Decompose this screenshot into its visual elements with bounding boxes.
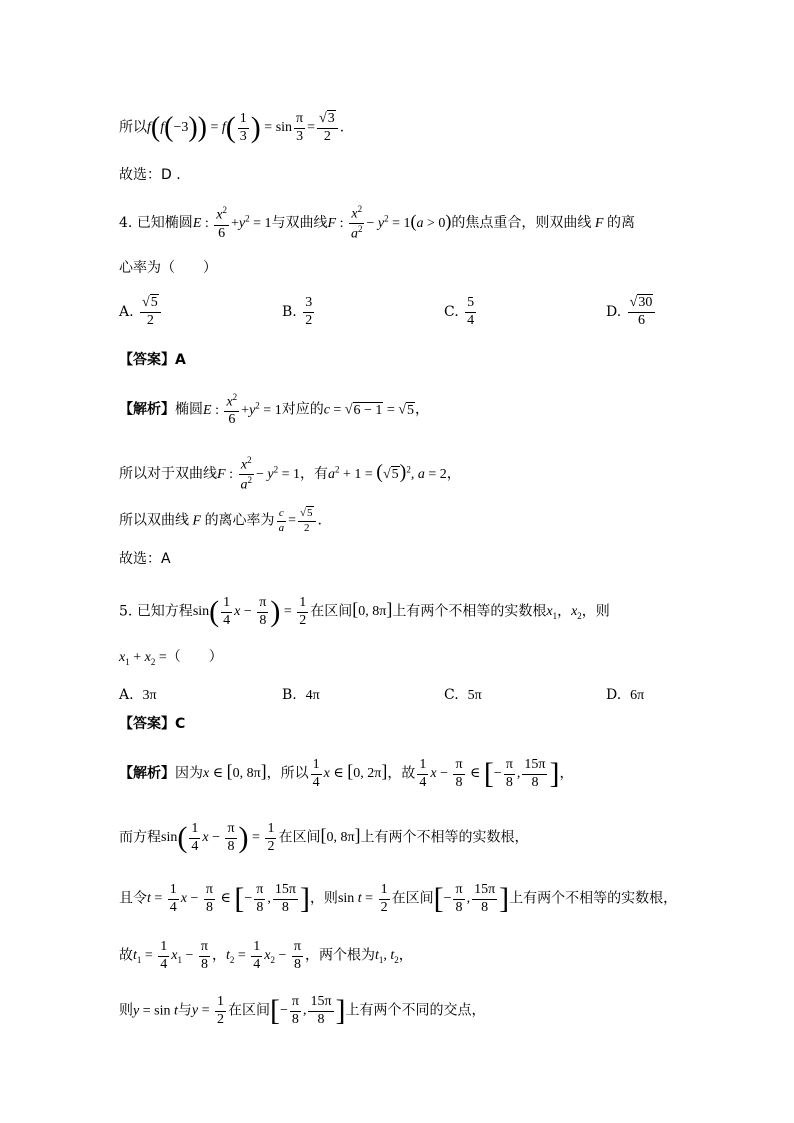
formula: $x_1 + x_2$ =: [119, 650, 167, 667]
text: 上有两个不同的交点，: [345, 1002, 486, 1019]
option-value: 4π: [305, 688, 320, 703]
q5-option-b: [282, 687, 320, 704]
formula: $\frac{√30}{6}$: [628, 296, 656, 328]
text: 已知方程: [136, 603, 193, 620]
q5-analysis-line5: [119, 995, 486, 1027]
q5-analysis-line1: [119, 758, 573, 790]
text: 在区间: [310, 603, 353, 620]
q4-option-a: [119, 296, 163, 328]
formula: $\frac{√5}{2}$: [140, 296, 161, 328]
formula: $\frac{3}{2}$: [305, 295, 313, 328]
analysis-label: 【解析】: [119, 765, 175, 782]
q5-answer: 【答案】C: [119, 716, 186, 732]
text: 而方程: [119, 829, 161, 846]
text: 所以双曲线: [119, 512, 189, 529]
question-number: 5.: [119, 603, 133, 620]
q4-option-c: [444, 296, 478, 328]
formula: sin t = $\frac{1}{2}$: [337, 882, 388, 915]
text: ，: [559, 765, 574, 782]
formula: $\frac{c}{a}$ = $\frac{√5}{2}$: [275, 513, 318, 528]
q5-analysis-line3: [119, 883, 677, 915]
text: ，则: [581, 603, 610, 620]
formula: F : $\frac{x^2}{a^2}$ − $y^2 = 1(a > 0)$: [327, 204, 452, 242]
text: 在区间: [391, 890, 434, 907]
text: .: [317, 512, 322, 529]
option-label: D.: [606, 687, 622, 703]
analysis-label: 【解析】: [119, 401, 175, 418]
text: 已知椭圆: [136, 215, 193, 232]
formula: $x_1$: [546, 604, 558, 622]
formula: [− $\frac{\pi}{8}$ , $\frac{15\pi}{8}$ ]: [269, 994, 346, 1028]
formula: x ∈ [0, 8π]: [203, 761, 267, 782]
text: ，: [212, 947, 226, 964]
option-value: 6π: [630, 688, 645, 703]
text: 椭圆: [175, 401, 203, 418]
text: ，所以: [266, 765, 309, 782]
formula: f(f(−3)) = f( $\frac{1}{3}$ ) = sin $\frac{\pi}{3}$ = $\frac{√3}{2}$: [147, 120, 340, 135]
option-value: 5π: [467, 688, 482, 703]
formula: [0, 8π]: [320, 825, 361, 846]
formula: [0, 8π]: [352, 599, 393, 620]
q4-analysis-line3: [119, 508, 322, 534]
option-label: A.: [119, 304, 134, 321]
text: ，: [446, 466, 461, 483]
text: ，则: [309, 890, 338, 907]
text: ，: [398, 947, 413, 964]
text: 与: [177, 1002, 192, 1019]
formula: c = √6 − 1 = √5: [323, 402, 415, 418]
formula: E : $\frac{x^2}{6}$ $+y^2 = 1$: [203, 392, 282, 428]
text: 则: [119, 1002, 133, 1019]
text: 的离: [606, 215, 635, 232]
formula: $\frac{1}{4}$ x ∈ [0, 2π]: [312, 757, 388, 790]
option-label: A.: [119, 687, 134, 703]
formula: $\frac{1}{4}$ x − $\frac{\pi}{8}$ ∈ [− $\frac{\pi}{8}$ , $\frac{15\pi}{8}$ ]: [419, 757, 560, 791]
q4-choose: 故选：A: [119, 551, 171, 567]
q5-option-c: [444, 687, 482, 704]
text: 所以: [119, 119, 147, 136]
q5-analysis-line4: [119, 940, 413, 972]
text: 上有两个不相等的实数根: [392, 603, 547, 620]
q5-analysis-line2: [119, 822, 529, 854]
text: .: [339, 119, 345, 136]
text: 且令: [119, 890, 147, 907]
formula: sin( $\frac{1}{4}$ x − $\frac{\pi}{8}$ ) = $\frac{1}{2}$: [161, 821, 275, 855]
text: 在区间: [227, 1002, 270, 1019]
option-value: 3π: [142, 688, 157, 703]
formula: $x_2$: [571, 604, 582, 622]
q4-analysis-line2: [119, 456, 461, 494]
q5-option-a: [119, 687, 157, 704]
formula: y = sin t: [133, 1003, 178, 1019]
text: ，: [415, 401, 430, 418]
text: ，两个根为: [305, 947, 375, 964]
q5-stem-line2: [119, 650, 223, 667]
q4-option-b: [282, 296, 316, 328]
q4-answer: 【答案】A: [119, 352, 186, 368]
formula: $t_1$ = $\frac{1}{4}$ $x_1$ − $\frac{\pi}{8}$: [133, 939, 208, 972]
text: 的离心率为: [204, 512, 275, 529]
option-label: B.: [282, 687, 297, 703]
q4-stem-line1: [119, 205, 635, 243]
line-conclusion-1: [119, 112, 344, 144]
text: 上有两个不相等的实数根，: [360, 829, 529, 846]
line-choose-d: 故选：D .: [119, 167, 181, 183]
q4-analysis-line1: [119, 393, 429, 428]
formula: $t_2$ = $\frac{1}{4}$ $x_2$ − $\frac{\pi}{8}$: [226, 939, 301, 972]
formula: [− $\frac{\pi}{8}$ , $\frac{15\pi}{8}$ ]: [433, 882, 510, 916]
text: 所以对于双曲线: [119, 466, 217, 483]
text: 因为: [175, 765, 203, 782]
text: 故: [119, 947, 133, 964]
text: 与双曲线: [271, 215, 328, 232]
q4-stem-line2: 心率为（ ）: [119, 260, 217, 276]
formula: E : $\frac{x^2}{6}$ $+y^2 = 1$: [192, 205, 272, 241]
text: ，故: [387, 765, 416, 782]
formula: t = $\frac{1}{4}$ x − $\frac{\pi}{8}$ ∈ [− $\frac{\pi}{8}$ , $\frac{15\pi}{8}$ ]: [147, 882, 310, 916]
formula: $\frac{5}{4}$: [467, 295, 475, 328]
text: 对应的: [281, 401, 324, 418]
question-number: 4.: [119, 215, 133, 232]
formula: F: [189, 513, 205, 529]
formula: y = $\frac{1}{2}$: [191, 994, 224, 1027]
text: 在区间: [278, 829, 321, 846]
text: 的焦点重合，则双曲线: [451, 215, 592, 232]
formula: F: [591, 216, 607, 232]
option-label: C.: [444, 304, 459, 321]
text: ，有: [299, 466, 328, 483]
option-label: C.: [444, 687, 459, 703]
option-label: D.: [606, 304, 622, 321]
option-label: B.: [282, 304, 297, 321]
formula: sin( $\frac{1}{4}$ x − $\frac{\pi}{8}$ ) = $\frac{1}{2}$: [192, 595, 307, 629]
text: （ ）: [166, 649, 223, 665]
q5-option-d: [606, 687, 644, 704]
q5-stem-line1: 5. 已知方程sin( $\frac{1}{4}$ x − $\frac{\pi}{8}$ ) = $\frac{1}{2}$ 在区间[0, 8π]上有两个不相等的实数根$x_1$，$x_2$，则: [119, 595, 610, 629]
formula: $t_1$, $t_2$: [375, 948, 399, 966]
q4-option-d: [606, 296, 657, 328]
formula: F : $\frac{x^2}{a^2}$ − $y^2 = 1$: [217, 455, 300, 493]
text: 上有两个不相等的实数根，: [509, 890, 678, 907]
formula: $a^2 + 1 = (√5)^2$, a = 2: [327, 461, 447, 484]
